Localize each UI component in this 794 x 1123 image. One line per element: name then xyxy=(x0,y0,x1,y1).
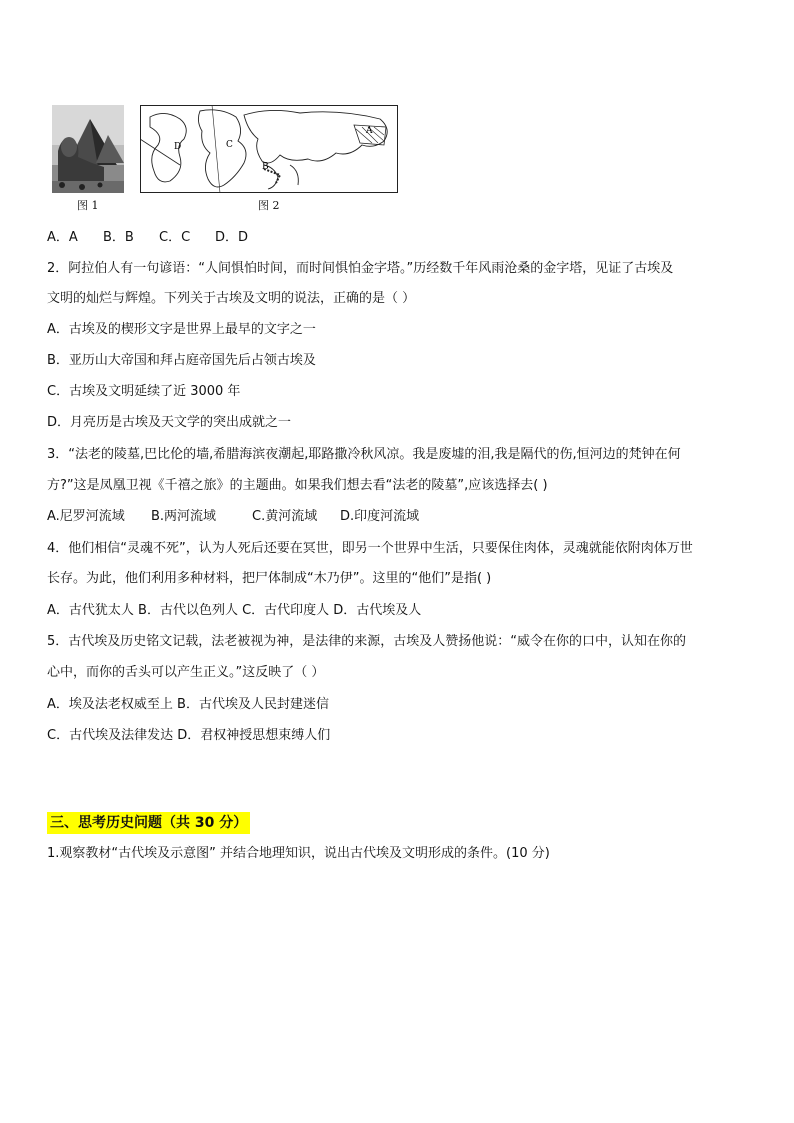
q3-option-d: D.印度河流域 xyxy=(340,509,420,524)
q3-option-a: A.尼罗河流域 xyxy=(47,509,125,524)
q4-stem-line2: 长存。为此，他们利用多种材料，把尸体制成“木乃伊”。这里的“他们”是指( ) xyxy=(47,571,492,586)
map-label-b: B xyxy=(262,162,269,172)
figure2-caption: 图 2 xyxy=(258,199,280,212)
map-label-a: A xyxy=(366,126,373,136)
q3-option-c: C.黄河流域 xyxy=(252,509,318,524)
q3-option-b: B.两河流域 xyxy=(151,509,217,524)
q1-option-b: B．B xyxy=(103,230,134,245)
q1-options xyxy=(47,229,248,247)
q5-stem-line1: 5．古代埃及历史铭文记载，法老被视为神，是法律的来源，古埃及人赞扬他说：“威令在你的口中，认知在你的 xyxy=(47,634,687,649)
q5-options-line1: A．埃及法老权威至上 B．古代埃及人民封建迷信 xyxy=(47,697,329,712)
q3-stem-line1: 3．“法老的陵墓,巴比伦的墙,希腊海滨夜潮起,耶路撒冷秋风凉。我是废墟的泪,我是隔代的伤,恒河边的梵钟在何 xyxy=(47,447,681,462)
map-label-c: C xyxy=(226,140,233,150)
q2-option-d: D．月亮历是古埃及天文学的突出成就之一 xyxy=(47,415,292,430)
q4-options: A．古代犹太人 B．古代以色列人 C．古代印度人 D．古代埃及人 xyxy=(47,603,422,618)
map-label-d: D xyxy=(174,142,182,152)
section3-q1: 1.观察教材“古代埃及示意图” 并结合地理知识，说出古代埃及文明形成的条件。(10 分) xyxy=(47,846,550,861)
q2-stem-line2: 文明的灿烂与辉煌。下列关于古埃及文明的说法，正确的是（ ） xyxy=(47,291,416,306)
q2-option-a: A．古埃及的楔形文字是世界上最早的文字之一 xyxy=(47,322,316,337)
q3-stem-line2: 方?”这是凤凰卫视《千禧之旅》的主题曲。如果我们想去看“法老的陵墓”,应该选择去( ) xyxy=(47,478,548,493)
q5-stem-line2: 心中，而你的舌头可以产生正义。”这反映了（ ） xyxy=(47,665,325,680)
q2-stem-line1: 2．阿拉伯人有一句谚语：“人间惧怕时间，而时间惧怕金字塔。”历经数千年风雨沧桑的金字塔，见证了古埃及 xyxy=(47,261,674,276)
q2-option-b: B．亚历山大帝国和拜占庭帝国先后占领古埃及 xyxy=(47,353,316,368)
q1-option-c: C．C xyxy=(159,230,191,245)
civilization-map xyxy=(140,105,398,193)
q4-stem-line1: 4．他们相信“灵魂不死”，认为人死后还要在冥世，即另一个世界中生活，只要保住肉体，灵魂就能依附肉体万世 xyxy=(47,541,693,556)
q1-option-a: A．A xyxy=(47,230,78,245)
section3-title: 三、思考历史问题（共 30 分） xyxy=(47,812,250,834)
sphinx-pyramid-photo xyxy=(52,105,124,193)
q1-option-d: D．D xyxy=(215,230,249,245)
q5-options-line2: C．古代埃及法律发达 D．君权神授思想束缚人们 xyxy=(47,728,331,743)
q2-option-c: C．古埃及文明延续了近 3000 年 xyxy=(47,384,241,399)
figure1-caption: 图 1 xyxy=(77,199,99,212)
q3-options xyxy=(47,508,419,526)
